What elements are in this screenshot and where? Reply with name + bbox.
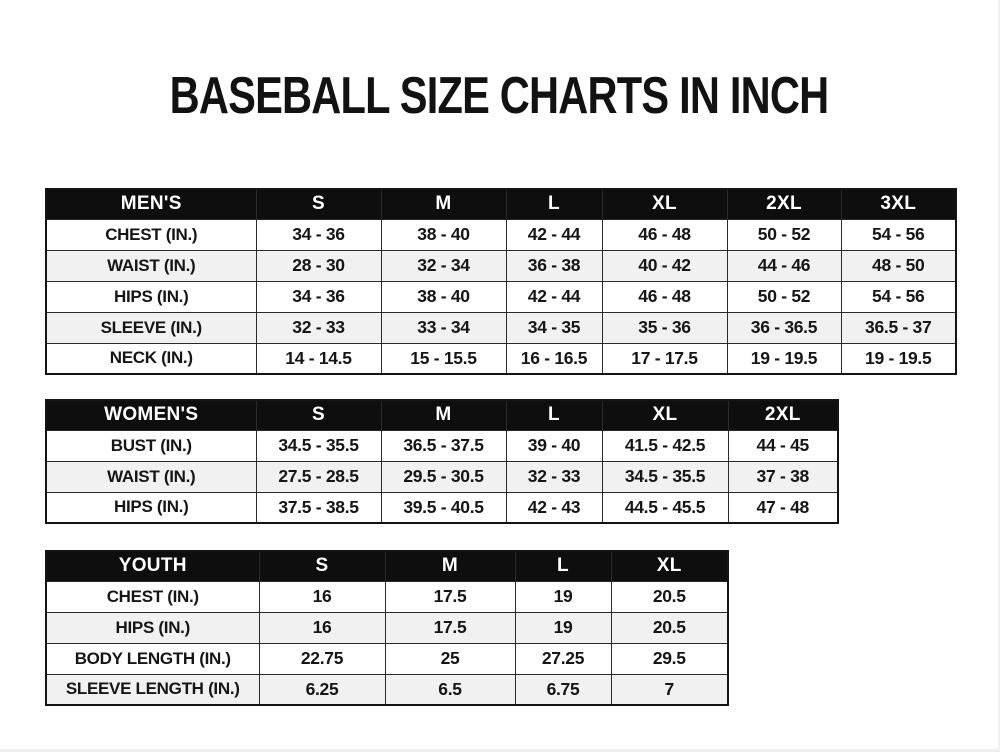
cell: 7 [611,674,728,705]
cell: 6.25 [259,674,385,705]
row-label: CHEST (IN.) [46,581,259,612]
cell: 46 - 48 [602,219,727,250]
cell: 29.5 - 30.5 [381,461,506,492]
cell: 42 - 44 [506,219,602,250]
cell: 39.5 - 40.5 [381,492,506,523]
row-label: WAIST (IN.) [46,250,256,281]
column-header: L [506,189,602,219]
column-header: M [381,400,506,430]
column-header: L [506,400,602,430]
table-row [46,612,728,643]
table-row [46,430,838,461]
cell: 28 - 30 [256,250,381,281]
column-header: S [259,551,385,581]
cell: 44 - 45 [728,430,838,461]
row-label: BUST (IN.) [46,430,256,461]
cell: 41.5 - 42.5 [602,430,728,461]
column-header: M [385,551,515,581]
cell: 35 - 36 [602,312,727,343]
table-row [46,312,956,343]
table-row [46,674,728,705]
cell: 36 - 36.5 [727,312,841,343]
cell: 54 - 56 [841,219,956,250]
cell: 16 [259,612,385,643]
table-title: YOUTH [46,551,259,581]
table-title: MEN'S [46,189,256,219]
header-row [46,551,728,581]
cell: 37.5 - 38.5 [256,492,381,523]
cell: 34.5 - 35.5 [602,461,728,492]
column-header: M [381,189,506,219]
cell: 34 - 35 [506,312,602,343]
cell: 33 - 34 [381,312,506,343]
column-header: XL [611,551,728,581]
column-header: 2XL [728,400,838,430]
row-label: HIPS (IN.) [46,492,256,523]
cell: 46 - 48 [602,281,727,312]
cell: 42 - 44 [506,281,602,312]
cell: 19 - 19.5 [727,343,841,374]
cell: 17.5 [385,581,515,612]
header-row [46,189,956,219]
cell: 19 [515,612,611,643]
cell: 36 - 38 [506,250,602,281]
cell: 50 - 52 [727,219,841,250]
table-row [46,281,956,312]
row-label: WAIST (IN.) [46,461,256,492]
cell: 6.75 [515,674,611,705]
table-row [46,343,956,374]
cell: 14 - 14.5 [256,343,381,374]
cell: 44 - 46 [727,250,841,281]
cell: 40 - 42 [602,250,727,281]
column-header: S [256,400,381,430]
row-label: HIPS (IN.) [46,612,259,643]
cell: 16 - 16.5 [506,343,602,374]
youth-size-table [45,550,729,706]
row-label: CHEST (IN.) [46,219,256,250]
cell: 34 - 36 [256,281,381,312]
cell: 19 [515,581,611,612]
row-label: SLEEVE LENGTH (IN.) [46,674,259,705]
mens-size-table [45,188,957,375]
row-label: SLEEVE (IN.) [46,312,256,343]
cell: 50 - 52 [727,281,841,312]
page-title: BASEBALL SIZE CHARTS IN INCH [169,67,829,125]
cell: 19 - 19.5 [841,343,956,374]
cell: 29.5 [611,643,728,674]
column-header: 2XL [727,189,841,219]
cell: 42 - 43 [506,492,602,523]
column-header: XL [602,400,728,430]
cell: 17 - 17.5 [602,343,727,374]
cell: 17.5 [385,612,515,643]
cell: 27.25 [515,643,611,674]
table-row [46,492,838,523]
cell: 44.5 - 45.5 [602,492,728,523]
table-title: WOMEN'S [46,400,256,430]
header-row [46,400,838,430]
table-row [46,250,956,281]
cell: 37 - 38 [728,461,838,492]
column-header: XL [602,189,727,219]
column-header: 3XL [841,189,956,219]
cell: 32 - 33 [506,461,602,492]
cell: 32 - 34 [381,250,506,281]
cell: 25 [385,643,515,674]
row-label: NECK (IN.) [46,343,256,374]
cell: 22.75 [259,643,385,674]
table-row [46,461,838,492]
cell: 16 [259,581,385,612]
cell: 20.5 [611,581,728,612]
table-row [46,581,728,612]
cell: 34 - 36 [256,219,381,250]
cell: 38 - 40 [381,219,506,250]
cell: 36.5 - 37.5 [381,430,506,461]
row-label: BODY LENGTH (IN.) [46,643,259,674]
cell: 36.5 - 37 [841,312,956,343]
cell: 15 - 15.5 [381,343,506,374]
cell: 38 - 40 [381,281,506,312]
cell: 54 - 56 [841,281,956,312]
cell: 27.5 - 28.5 [256,461,381,492]
table-row [46,219,956,250]
table-row [46,643,728,674]
cell: 20.5 [611,612,728,643]
cell: 34.5 - 35.5 [256,430,381,461]
column-header: L [515,551,611,581]
cell: 39 - 40 [506,430,602,461]
womens-size-table [45,399,839,524]
cell: 48 - 50 [841,250,956,281]
cell: 47 - 48 [728,492,838,523]
cell: 32 - 33 [256,312,381,343]
cell: 6.5 [385,674,515,705]
column-header: S [256,189,381,219]
row-label: HIPS (IN.) [46,281,256,312]
